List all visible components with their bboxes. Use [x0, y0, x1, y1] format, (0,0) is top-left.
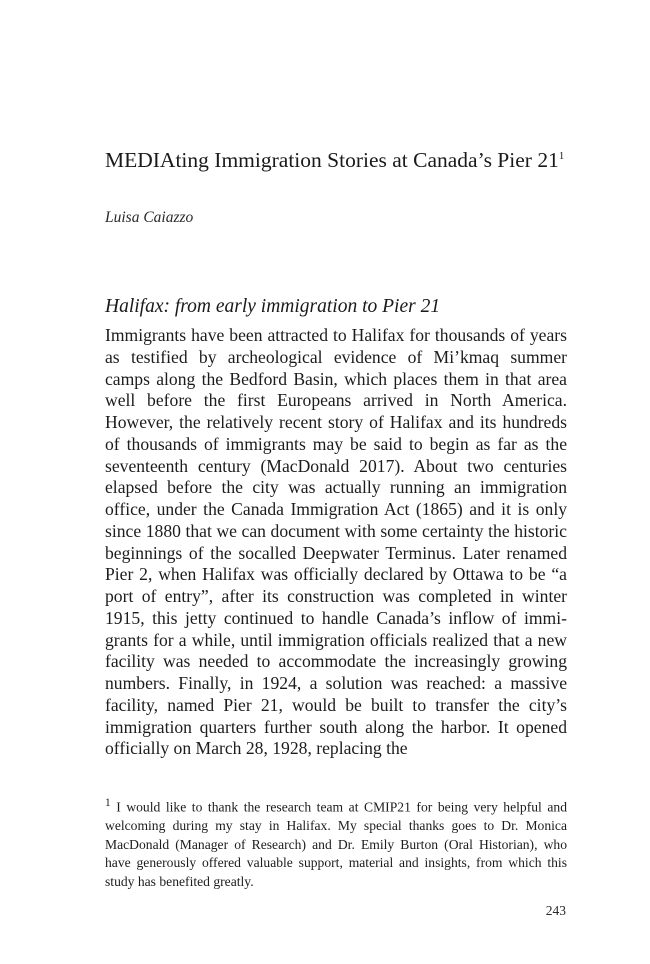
body-paragraph: Immigrants have been attracted to Halifax for thousands of years as testified by archeological evidence of Mi’kmaq summer camps along the Bedford Basin, which places them in that area well before the first Europeans arrived in North America. However, the relatively recent story of Halifax and its hundreds of thousands of immigrants may be said to begin as far as the seventeenth century (MacDonald 2017). About two centuries elapsed before the city was actually running an immigration office, under the Canada Immigration Act (1865) and it is only since 1880 that we can document with some certainty the historic beginnings of the socalled Deepwater Terminus. Later renamed Pier 2, when Halifax was officially declared by Ottawa to be “a port of entry”, after its construction was completed in winter 1915, this jetty continued to handle Canada’s inflow of immigrants for a while, until immigration officials realized that a new facility was needed to accommodate the increasingly growing numbers. Finally, in 1924, a solution was reached: a massive facility, named Pier 21, would be built to transfer the city’s immigration quarters further south along the harbor. It opened officially on March 28, 1928, replacing the [105, 325, 567, 759]
footnote-text: I would like to thank the research team at CMIP21 for being very helpful and welcoming during my stay in Halifax. My special thanks goes to Dr. Monica MacDonald (Manager of Research) and Dr. Emily Burton (Oral Historian), who have generously offered valuable support, material and insights, from which this study has benefited greatly. [105, 799, 567, 889]
chapter-title [105, 147, 575, 173]
title-footnote-marker: 1 [558, 149, 565, 162]
footnote [105, 794, 567, 891]
footnote-marker: 1 [105, 797, 111, 809]
chapter-author: Luisa Caiazzo [105, 209, 194, 226]
chapter-title-text: MEDIAting Immigration Stories at Canada’s Pier 21 [105, 148, 559, 172]
page-number: 243 [545, 903, 566, 918]
section-heading: Halifax: from early immigration to Pier 21 [105, 296, 441, 317]
